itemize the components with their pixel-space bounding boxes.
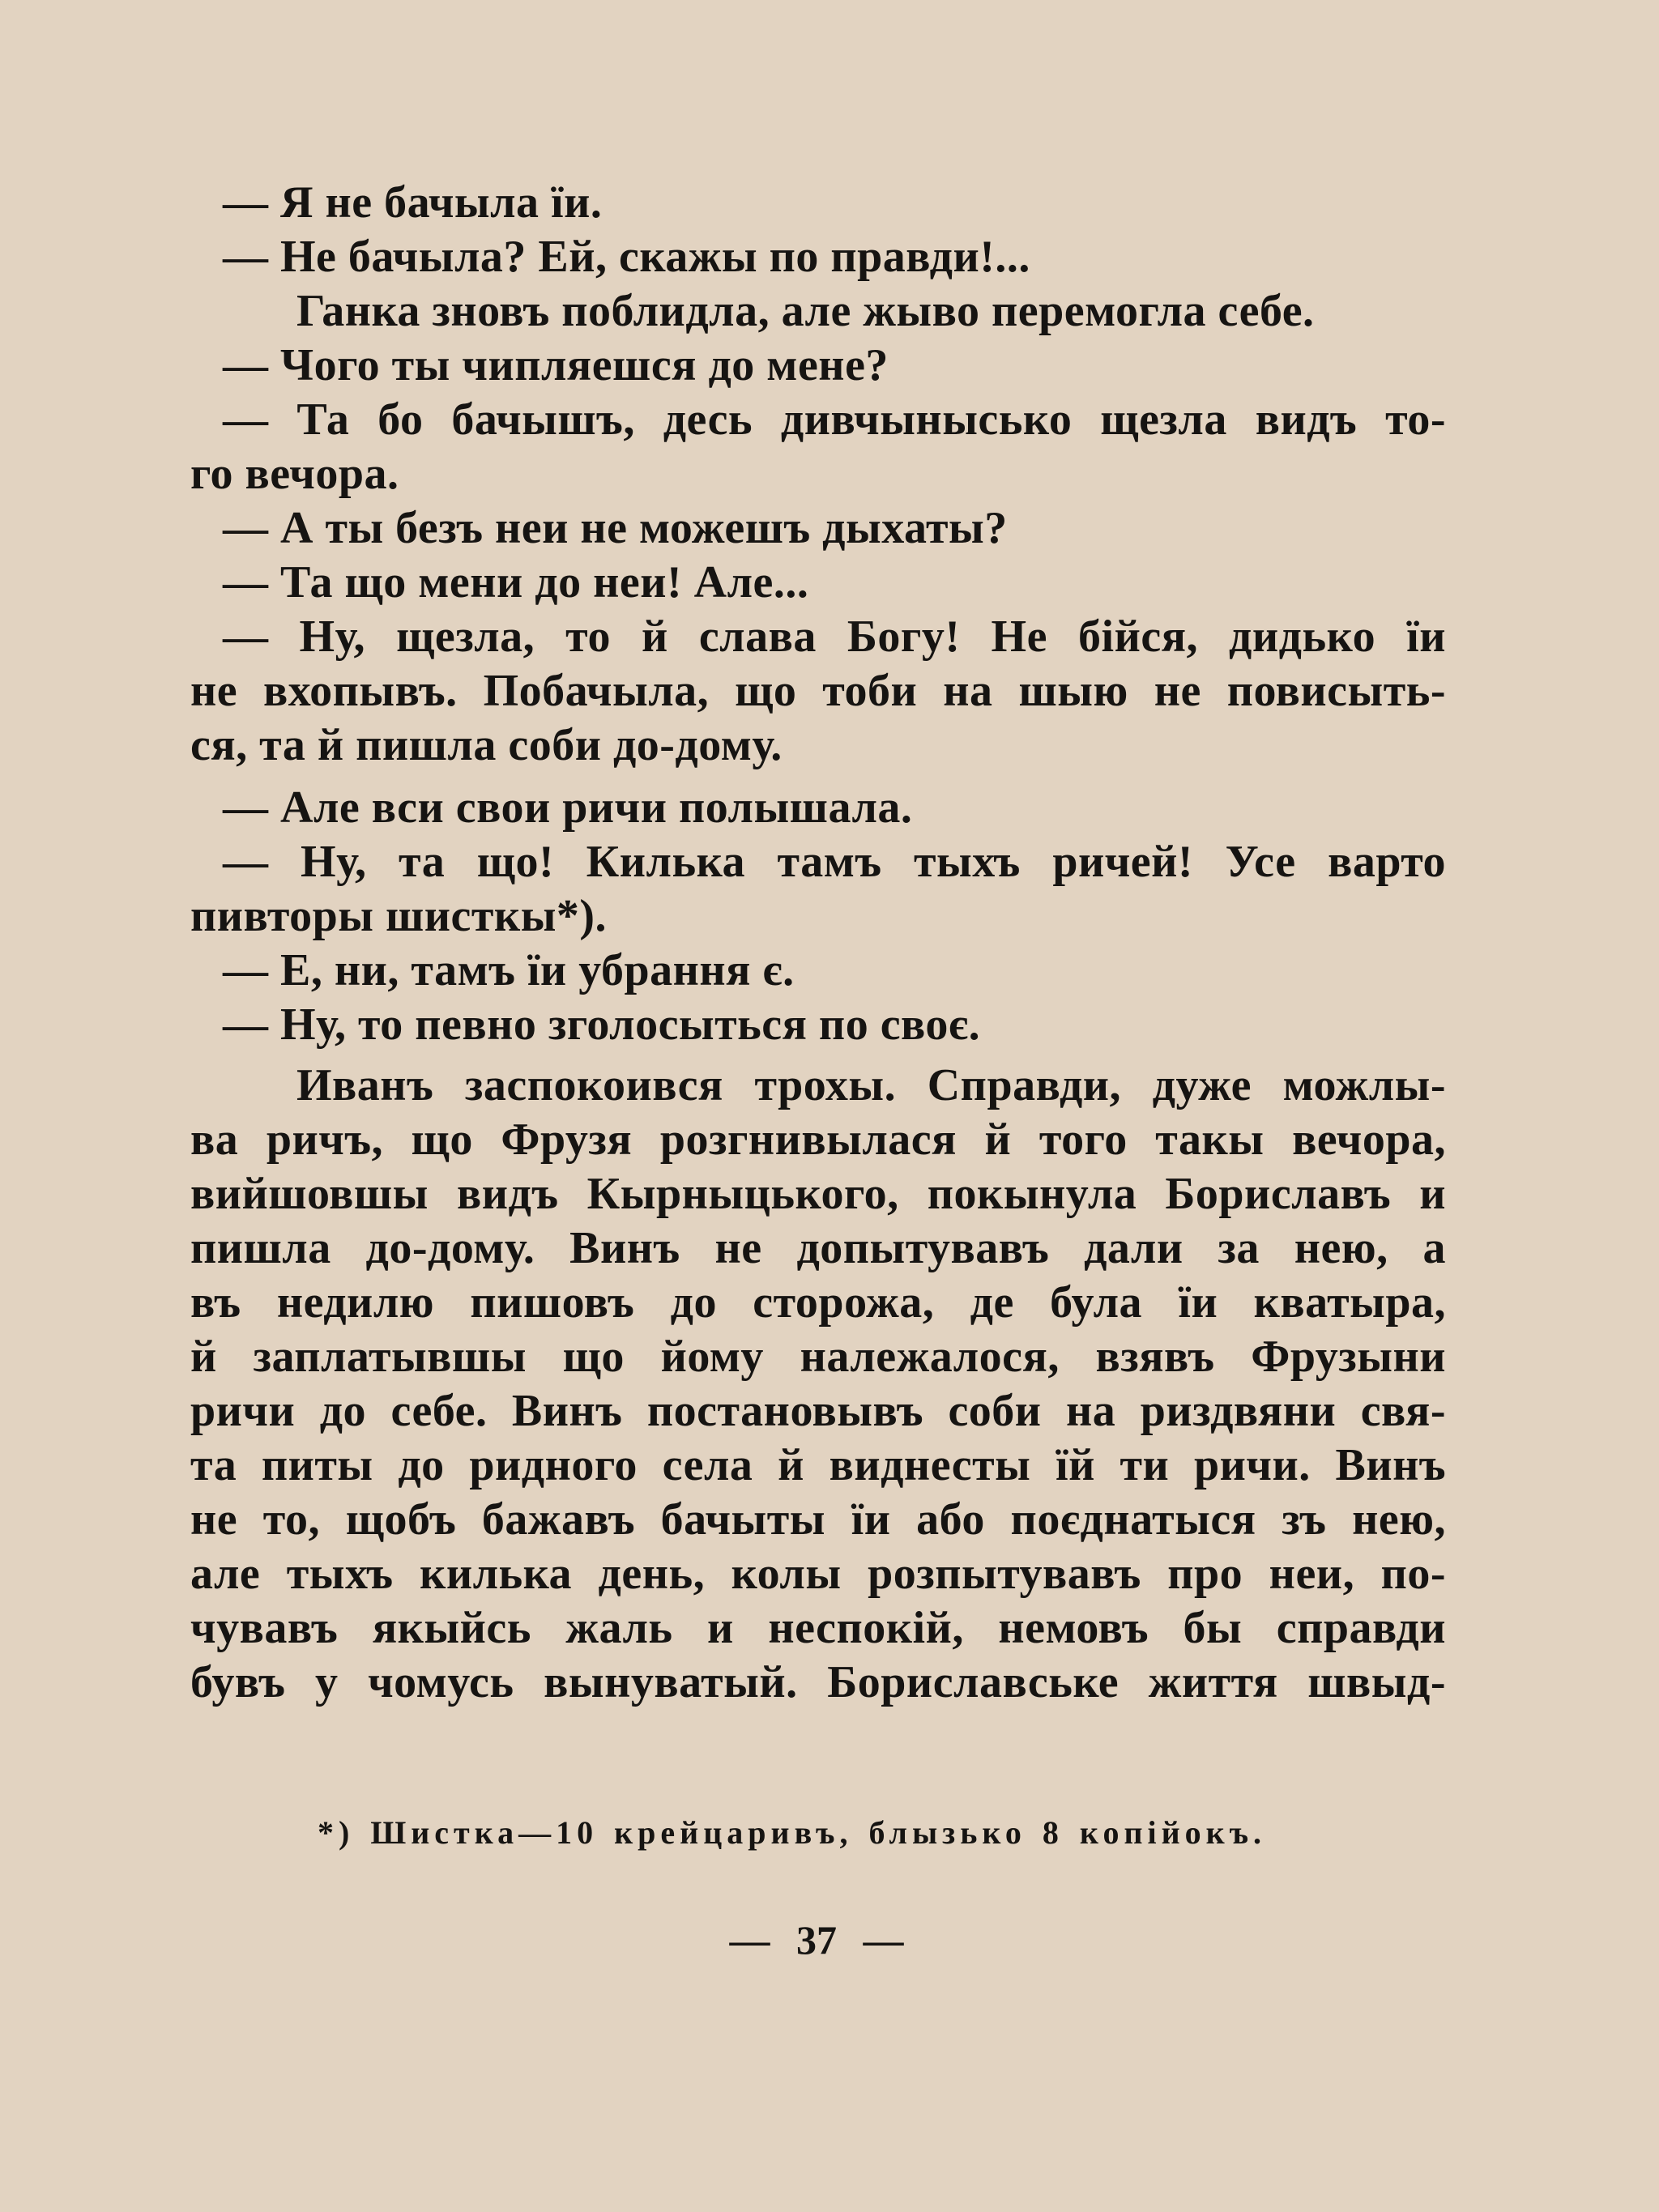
text-line: ва ричъ, що Фрузя розгнивылася й того такы вечора,: [190, 1115, 1446, 1165]
text-line: — Та бо бачышъ, десь дивчынысько щезла видъ то-: [223, 394, 1446, 445]
text-line: бувъ у чомусь вынуватый. Бориславське життя швыд-: [190, 1657, 1446, 1707]
text-line: пивторы шисткы*).: [190, 891, 608, 941]
text-line: — Я не бачыла їи.: [223, 177, 603, 228]
text-line: але тыхъ килька день, колы розпытувавъ про неи, по-: [190, 1549, 1446, 1599]
footnote: *) Шистка—10 крейцаривъ, блызько 8 копійокъ.: [318, 1814, 1267, 1851]
text-line: не то, щобъ бажавъ бачыты їи або поєднатыся зъ нею,: [190, 1494, 1446, 1545]
text-line: не вхопывъ. Побачыла, що тоби на шыю не повисыть-: [190, 666, 1446, 716]
text-line: ся, та й пишла соби до-дому.: [190, 720, 783, 770]
page-number: — 37 —: [729, 1917, 904, 1963]
text-line: — Але вси свои ричи полышала.: [223, 782, 913, 833]
dialogue-block: [190, 781, 1446, 1052]
text-line: — Ну, то певно зголосыться по своє.: [223, 999, 981, 1050]
dialogue-block: [190, 176, 1446, 773]
text-line: вийшовшы видъ Кырныцького, покынула Бориславъ и: [190, 1169, 1446, 1219]
text-line: — Ну, щезла, то й слава Богу! Не бійся, дидько їи: [223, 612, 1446, 662]
paragraph: [190, 1059, 1446, 1710]
text-line: Иванъ заспокоився трохы. Справди, дуже можлы-: [296, 1060, 1446, 1110]
text-line: — Ну, та що! Килька тамъ тыхъ ричей! Усе варто: [223, 837, 1446, 887]
text-line: — Та що мени до неи! Але...: [223, 557, 809, 607]
text-line: Ганка зновъ поблидла, але жыво перемогла себе.: [296, 286, 1315, 336]
text-line: въ недилю пишовъ до сторожа, де була їи кватыра,: [190, 1277, 1446, 1328]
text-line: ричи до себе. Винъ постановывъ соби на риздвяни свя-: [190, 1386, 1446, 1436]
text-line: — Не бачыла? Ей, скажы по правди!...: [223, 232, 1030, 282]
text-line: — Е, ни, тамъ їи убрання є.: [223, 945, 795, 995]
text-line: го вечора.: [190, 449, 399, 499]
text-line: й заплатывшы що йому належалося, взявъ Фрузыни: [190, 1332, 1446, 1382]
text-line: чувавъ якыйсь жаль и неспокій, немовъ бы справди: [190, 1603, 1446, 1653]
text-line: пишла до-дому. Винъ не допытувавъ дали за нею, а: [190, 1223, 1446, 1273]
text-line: — Чого ты чипляешся до мене?: [223, 340, 889, 390]
text-line: та питы до ридного села й виднесты їй ти ричи. Винъ: [190, 1440, 1446, 1490]
text-line: — А ты безъ неи не можешъ дыхаты?: [223, 503, 1008, 553]
page-text: [190, 176, 1446, 1710]
